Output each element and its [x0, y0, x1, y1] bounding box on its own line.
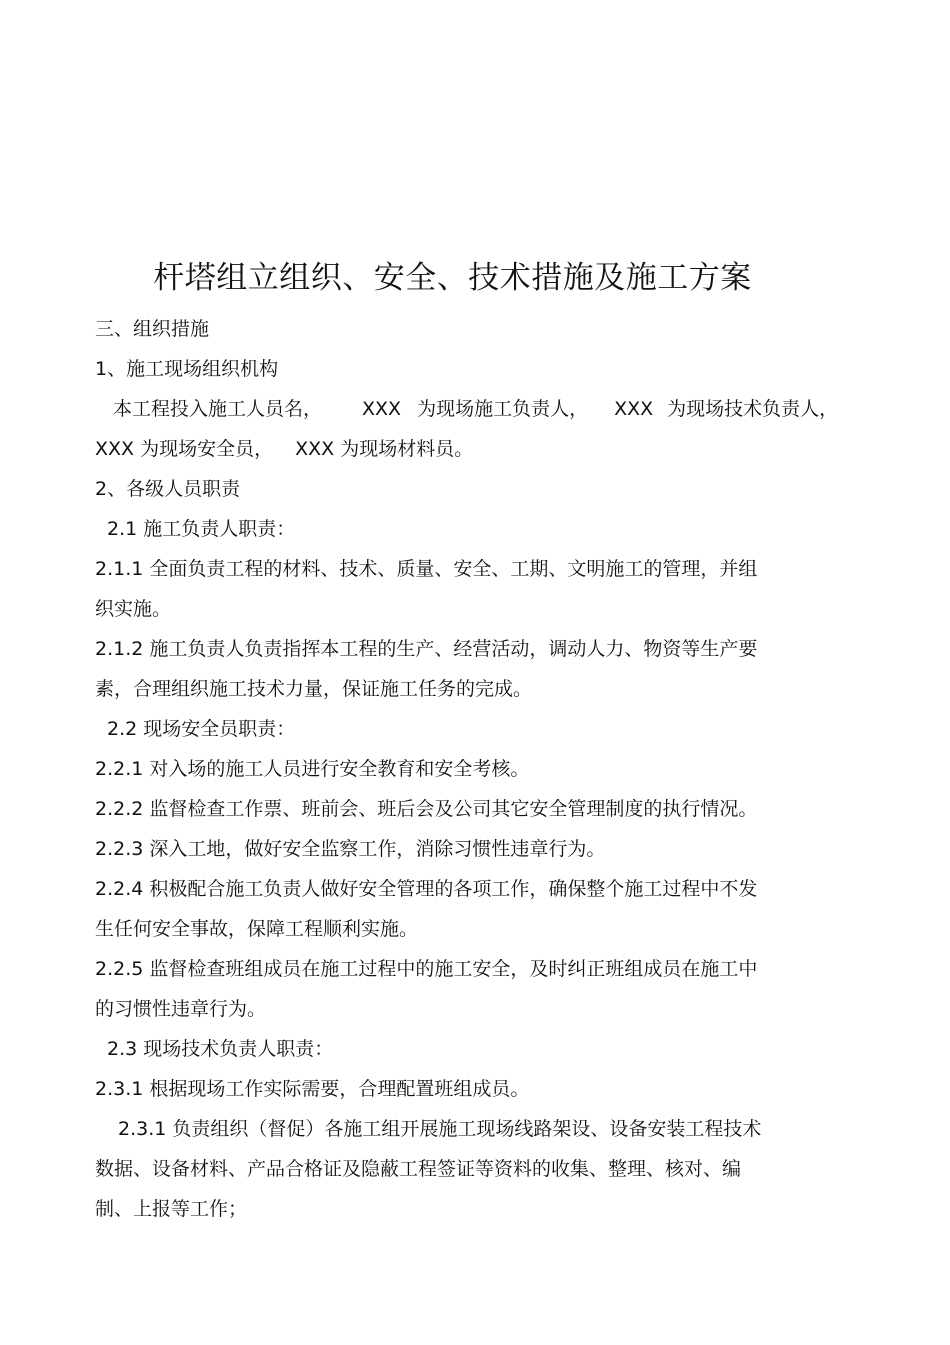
paragraph-2-3-1b-line2: 数据、设备材料、产品合格证及隐蔽工程签证等资料的收集、整理、核对、编 [95, 1158, 742, 1180]
paragraph-2-2-4-line2: 生任何安全事故，保障工程顺利实施。 [95, 918, 419, 940]
paragraph-2-3-1b-line1: 2.3.1 负责组织（督促）各施工组开展施工现场线路架设、设备安装工程技术 [118, 1118, 762, 1140]
subsection-2-2-heading: 2.2 现场安全员职责： [107, 718, 296, 740]
placeholder-name: XXX [95, 438, 135, 460]
paragraph-2-2-5-line1: 2.2.5 监督检查班组成员在施工过程中的施工安全，及时纠正班组成员在施工中 [95, 958, 758, 980]
item1-text: 本工程投入施工人员名， [113, 398, 323, 420]
item1-paragraph-line2 [95, 435, 473, 463]
paragraph-2-2-4-line1: 2.2.4 积极配合施工负责人做好安全管理的各项工作，确保整个施工过程中不发 [95, 878, 758, 900]
item1-text: 为现场安全员， [134, 438, 274, 460]
placeholder-name: XXX [362, 398, 402, 420]
paragraph-2-2-5-line2: 的习惯性违章行为。 [95, 998, 267, 1020]
item1-paragraph-line1 [113, 395, 838, 423]
paragraph-2-1-1-line2: 织实施。 [95, 598, 172, 620]
placeholder-name: XXX [614, 398, 654, 420]
placeholder-name: XXX [295, 438, 335, 460]
paragraph-2-3-1b-line3: 制、上报等工作； [95, 1198, 248, 1220]
paragraph-2-3-1: 2.3.1 根据现场工作实际需要，合理配置班组成员。 [95, 1078, 530, 1100]
item2-heading: 2、各级人员职责 [95, 478, 241, 500]
item1-heading: 1、施工现场组织机构 [95, 358, 279, 380]
subsection-2-1-heading: 2.1 施工负责人职责： [107, 518, 296, 540]
paragraph-2-2-3: 2.2.3 深入工地，做好安全监察工作，消除习惯性违章行为。 [95, 838, 606, 860]
document-title: 杆塔组立组织、安全、技术措施及施工方案 [153, 260, 752, 296]
paragraph-2-1-2-line2: 素，合理组织施工技术力量，保证施工任务的完成。 [95, 678, 533, 700]
paragraph-2-2-2: 2.2.2 监督检查工作票、班前会、班后会及公司其它安全管理制度的执行情况。 [95, 798, 758, 820]
paragraph-2-2-1: 2.2.1 对入场的施工人员进行安全教育和安全考核。 [95, 758, 530, 780]
section-heading: 三、组织措施 [95, 318, 210, 340]
subsection-2-3-heading: 2.3 现场技术负责人职责： [107, 1038, 334, 1060]
paragraph-2-1-2-line1: 2.1.2 施工负责人负责指挥本工程的生产、经营活动，调动人力、物资等生产要 [95, 638, 758, 660]
paragraph-2-1-1-line1: 2.1.1 全面负责工程的材料、技术、质量、安全、工期、文明施工的管理，并组 [95, 558, 758, 580]
item1-text: 为现场材料员。 [334, 438, 474, 460]
item1-text: 为现场技术负责人， [667, 398, 839, 420]
item1-text: 为现场施工负责人， [417, 398, 589, 420]
